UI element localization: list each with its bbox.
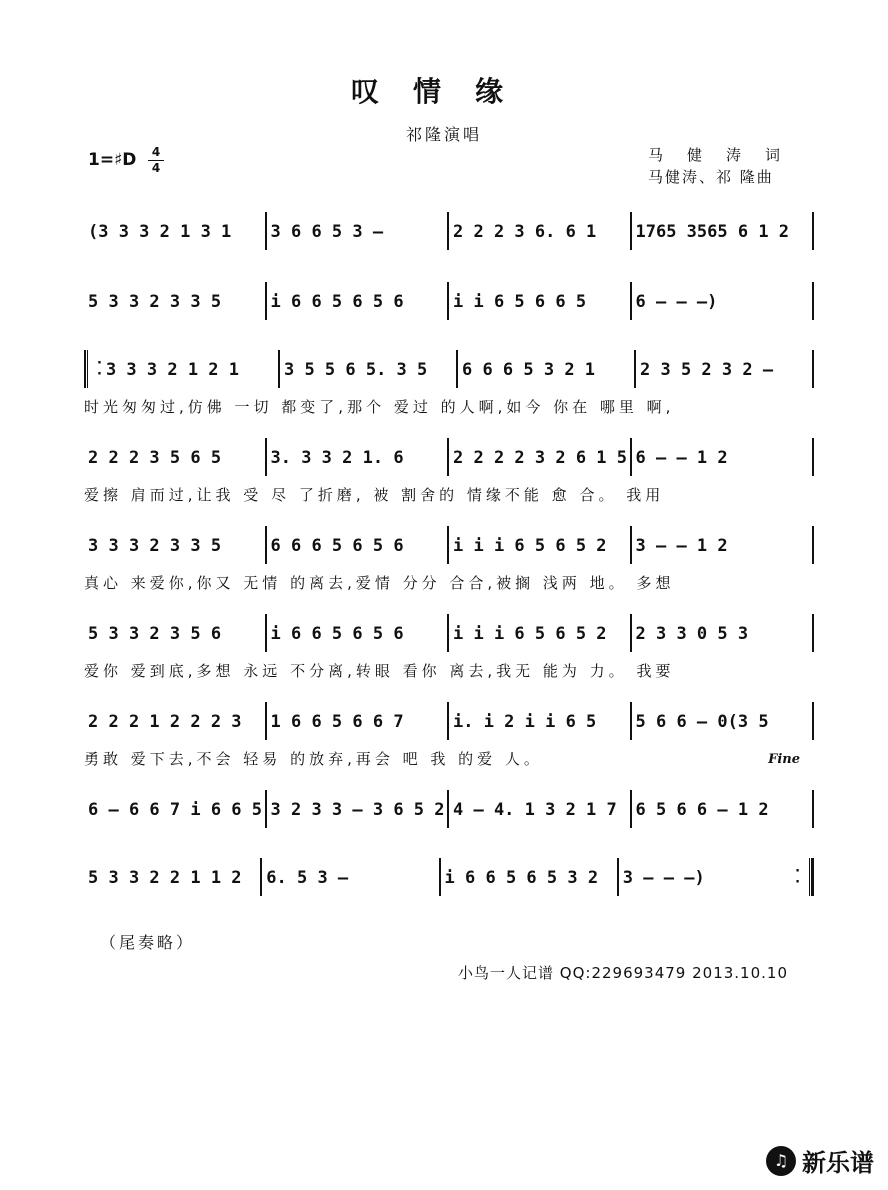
measure: 4 – 4. 1 3 2 1 7 (453, 800, 617, 820)
repeat-start-sign (84, 350, 95, 388)
outro-note: （尾奏略） (100, 933, 196, 952)
measure: i 6 6 5 6 5 3 2 (444, 868, 599, 888)
measure: 1 6 6 5 6 6 7 (270, 712, 404, 732)
measure: 3 6 6 5 3 – (270, 222, 384, 242)
measure: 1765 3565 6 1 2 (635, 222, 790, 242)
composer-credit: 马健涛、祁 隆曲 (648, 168, 774, 186)
score-row (84, 356, 814, 382)
measure: 6 – 6 6 7 i 6 6 5 (88, 800, 262, 820)
measure: 2 2 2 3 5 6 5 (88, 448, 222, 468)
measure: 2 2 2 3 6. 6 1 (453, 222, 597, 242)
repeat-dots: · · (97, 356, 102, 382)
measure: 6 6 6 5 3 2 1 (461, 360, 596, 380)
bar-line (812, 282, 814, 320)
logo-text: 新乐谱 (802, 1149, 874, 1177)
score-row (84, 620, 814, 646)
repeat-end-sign (800, 858, 814, 896)
measure: 3 3 3 2 3 3 5 (88, 536, 222, 556)
bar-line (812, 350, 814, 388)
measure: 3 3 3 2 1 2 1 (105, 360, 240, 380)
measure: 3 – – 1 2 (635, 536, 728, 556)
bar-line (812, 790, 814, 828)
song-title: 叹情缘 (350, 75, 537, 108)
measure: 5 3 3 2 2 1 1 2 (88, 868, 242, 888)
lyric-line: 爱你 爱到底,多想 永远 不分离,转眼 看你 离去,我无 能为 力。 我要 (84, 662, 675, 680)
site-logo (766, 1143, 874, 1178)
measure: i 6 6 5 6 5 6 (270, 292, 404, 312)
measure: 6 5 6 6 – 1 2 (635, 800, 769, 820)
measure: 3. 3 3 2 1. 6 (270, 448, 404, 468)
lyric-line: 爱擦 肩而过,让我 受 尽 了折磨, 被 割舍的 情缘不能 愈 合。 我用 (84, 486, 665, 504)
bar-line (812, 702, 814, 740)
bar-line (812, 212, 814, 250)
lyric-line: 时光匆匆过,仿佛 一切 都变了,那个 爱过 的人啊,如今 你在 哪里 啊, (84, 398, 675, 416)
vinyl-record-icon: ♫ (766, 1146, 796, 1176)
score-row (84, 444, 814, 470)
measure: 6 – – –) (635, 292, 718, 312)
score-row (84, 218, 814, 244)
measure: 6. 5 3 – (266, 868, 349, 888)
measure: 5 3 3 2 3 3 5 (88, 292, 222, 312)
bar-line (812, 614, 814, 652)
measure: i i 6 5 6 6 5 (453, 292, 587, 312)
measure: i. i 2 i i 6 5 (453, 712, 597, 732)
measure: 6 – – 1 2 (635, 448, 728, 468)
measure: 3 5 5 6 5. 3 5 (283, 360, 428, 380)
lyric-line: 真心 来爱你,你又 无情 的离去,爱情 分分 合合,被搁 浅两 地。 多想 (84, 574, 675, 592)
score-row (84, 532, 814, 558)
measure: 5 3 3 2 3 5 6 (88, 624, 222, 644)
measure: i 6 6 5 6 5 6 (270, 624, 404, 644)
measure: 2 2 2 2 3 2 6 1 5 (453, 448, 627, 468)
measure: 2 2 2 1 2 2 2 3 (88, 712, 242, 732)
measure: 3 – – –) (622, 868, 705, 888)
singer-credit: 祁隆演唱 (405, 125, 482, 144)
time-signature-bottom: 4 (151, 161, 161, 175)
score-row (84, 708, 814, 734)
bar-line (812, 526, 814, 564)
time-signature-top: 4 (151, 145, 161, 159)
lyricist-credit: 马健涛词 (648, 146, 805, 164)
time-signature (148, 146, 164, 175)
score-row (84, 288, 814, 314)
score-row (84, 864, 814, 890)
score-row (84, 796, 814, 822)
measure: (3 3 3 2 1 3 1 (88, 222, 232, 242)
measure: i i i 6 5 6 5 2 (453, 536, 607, 556)
lyric-line: 勇敢 爱下去,不会 轻易 的放弃,再会 吧 我 的爱 人。 (84, 750, 543, 768)
key-signature: 1=♯D (88, 150, 137, 170)
measure: 2 3 5 2 3 2 – (640, 360, 774, 380)
fine-marker: Fine (768, 752, 800, 767)
bar-line (812, 438, 814, 476)
measure: 5 6 6 – 0(3 5 (635, 712, 769, 732)
measure: 3 2 3 3 – 3 6 5 2 (270, 800, 445, 820)
repeat-dots: · · (795, 864, 801, 890)
measure: 6 6 6 5 6 5 6 (270, 536, 404, 556)
measure: i i i 6 5 6 5 2 (453, 624, 607, 644)
measure: 2 3 3 0 5 3 (635, 624, 749, 644)
transcriber-credit: 小鸟一人记谱 QQ:229693479 2013.10.10 (458, 964, 788, 982)
